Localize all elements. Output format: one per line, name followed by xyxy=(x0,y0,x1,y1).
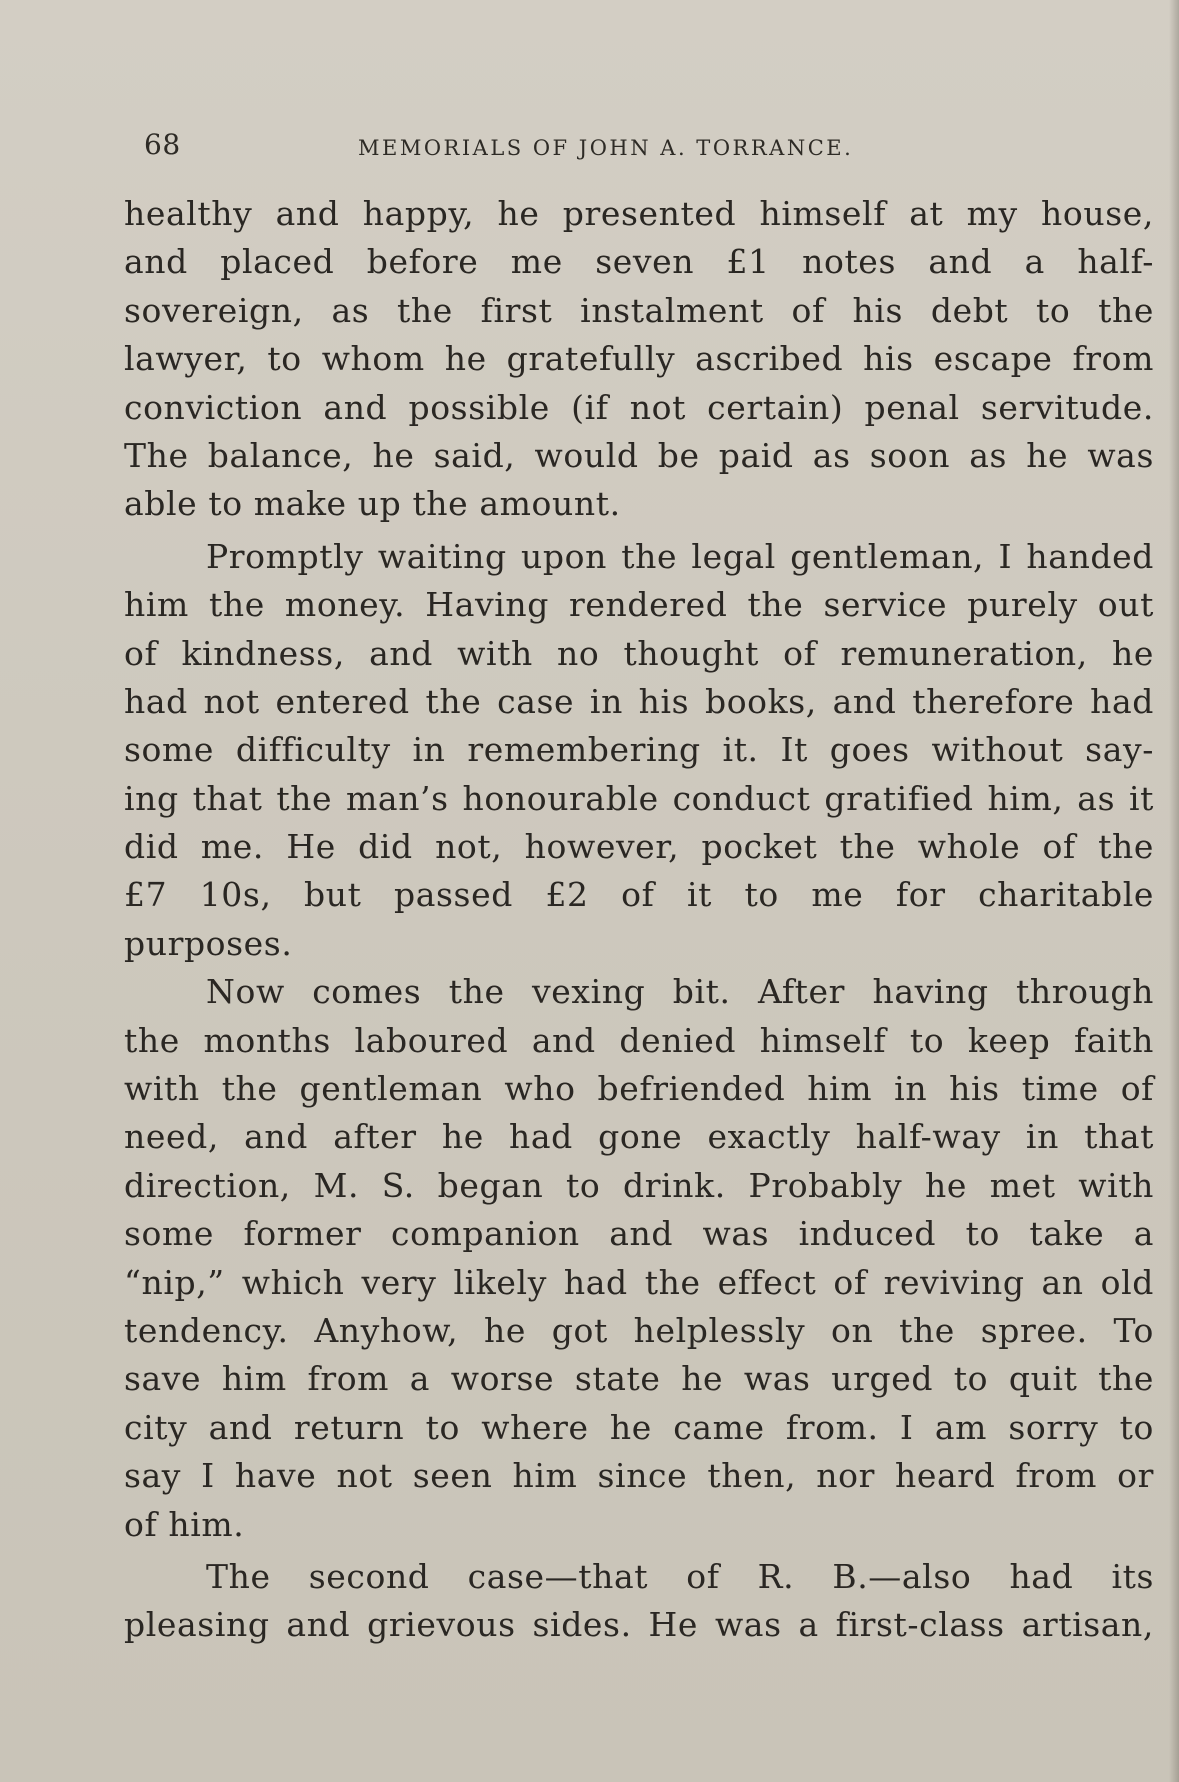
running-head xyxy=(127,128,1159,168)
paragraph xyxy=(124,533,1154,969)
text-line: purposes. xyxy=(124,923,293,963)
text-line: some difficulty in remembering it. It goes without say- xyxy=(124,730,1154,770)
text-line: The second case—that of R. B.—also had its xyxy=(206,1556,1154,1596)
text-line: Promptly waiting upon the legal gentleman, I handed xyxy=(206,536,1154,576)
text-line: city and return to where he came from. I am sorry to xyxy=(124,1407,1154,1447)
text-line: ing that the man’s honourable conduct gratified him, as it xyxy=(124,778,1154,818)
text-line: sovereign, as the first instalment of his debt to the xyxy=(124,290,1154,330)
paragraph xyxy=(124,1553,1154,1650)
page-edge-shadow xyxy=(1169,0,1179,1782)
text-line: had not entered the case in his books, and therefore had xyxy=(124,681,1154,721)
text-line: Now comes the vexing bit. After having through xyxy=(206,972,1154,1012)
text-line: some former companion and was induced to take a xyxy=(124,1214,1154,1254)
text-line: of kindness, and with no thought of remuneration, he xyxy=(124,633,1154,673)
text-line: conviction and possible (if not certain) penal servitude. xyxy=(124,387,1154,427)
paragraph xyxy=(124,190,1154,529)
text-line: and placed before me seven £1 notes and a half- xyxy=(124,242,1154,282)
paragraph xyxy=(124,968,1154,1549)
text-line: the months laboured and denied himself to keep faith xyxy=(124,1020,1154,1060)
text-line: “nip,” which very likely had the effect of reviving an old xyxy=(124,1262,1154,1302)
text-line: £7 10s, but passed £2 of it to me for charitable xyxy=(124,875,1154,915)
body-text xyxy=(124,190,1154,1650)
text-line: of him. xyxy=(124,1504,245,1544)
text-line: say I have not seen him since then, nor heard from or xyxy=(124,1456,1154,1496)
text-line: save him from a worse state he was urged to quit the xyxy=(124,1359,1154,1399)
text-line: did me. He did not, however, pocket the whole of the xyxy=(124,827,1154,867)
running-title: MEMORIALS OF JOHN A. TORRANCE. xyxy=(358,136,854,160)
text-line: tendency. Anyhow, he got helplessly on the spree. To xyxy=(124,1310,1154,1350)
text-line: with the gentleman who befriended him in his time of xyxy=(124,1069,1154,1109)
text-line: need, and after he had gone exactly half-way in that xyxy=(124,1117,1154,1157)
text-line: direction, M. S. began to drink. Probably he met with xyxy=(124,1165,1154,1205)
text-line: The balance, he said, would be paid as soon as he was xyxy=(124,435,1154,475)
text-line: healthy and happy, he presented himself at my house, xyxy=(124,194,1154,233)
text-line: him the money. Having rendered the service purely out xyxy=(124,585,1154,625)
text-line: lawyer, to whom he gratefully ascribed his escape from xyxy=(124,339,1154,379)
page-number: 68 xyxy=(144,128,181,161)
text-line: pleasing and grievous sides. He was a first-class artisan, xyxy=(124,1605,1154,1645)
text-line: able to make up the amount. xyxy=(124,484,621,524)
